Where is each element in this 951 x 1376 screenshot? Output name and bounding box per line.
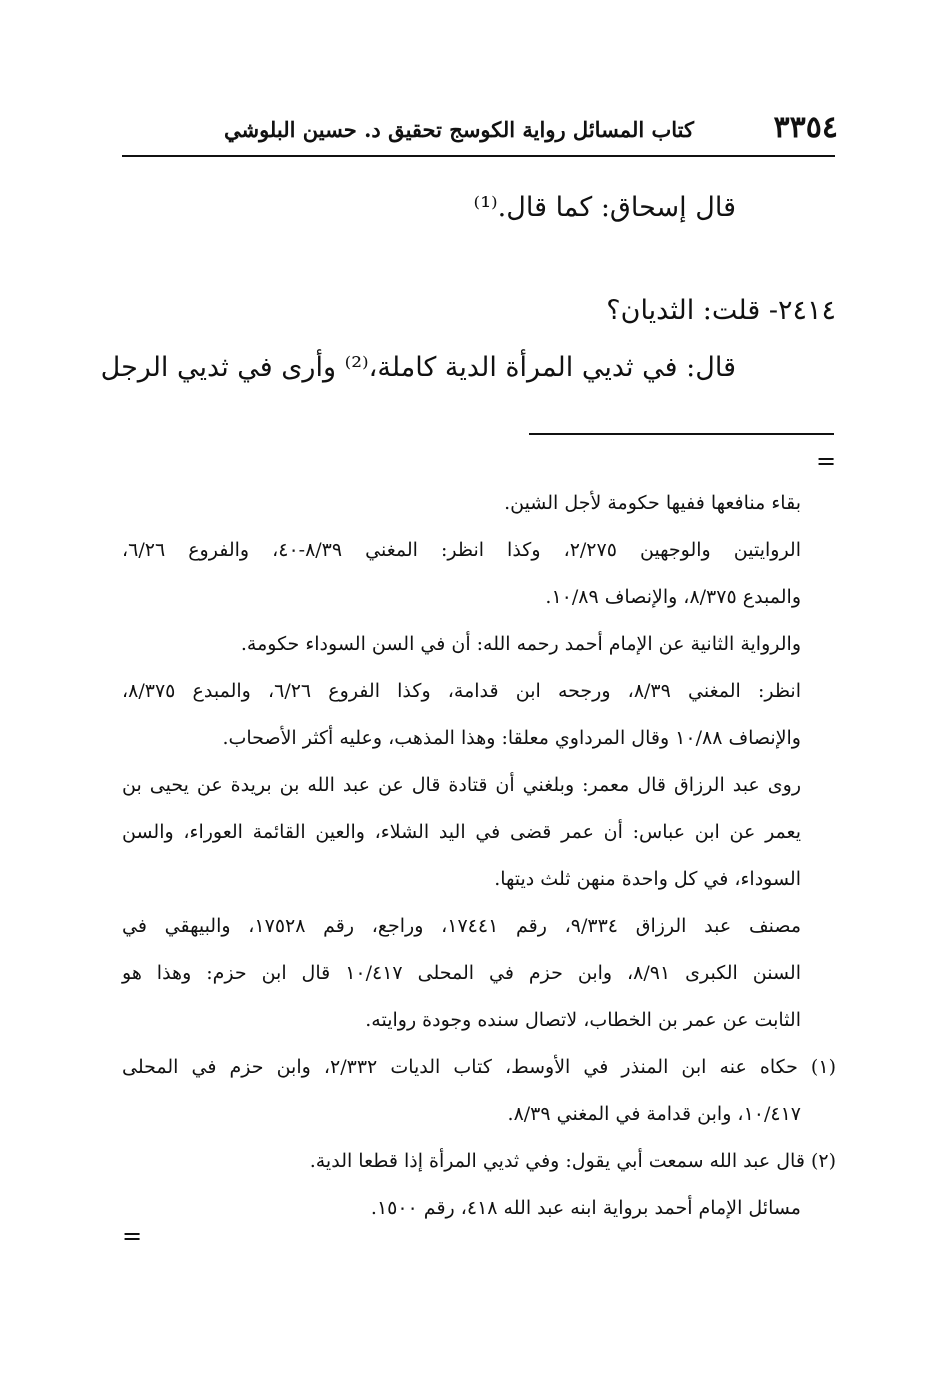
header-rule xyxy=(122,155,835,157)
page-number: ٣٣٥٤ xyxy=(773,110,838,145)
footnote-line: والرواية الثانية عن الإمام أحمد رحمه الله: أن في السن السوداء حكومة. xyxy=(240,633,801,655)
footnote-line: السنن الكبرى ٨/٩١، وابن حزم في المحلى ١٠/٤١٧ قال ابن حزم: وهذا هو xyxy=(122,962,801,984)
footnote-line: انظر: المغني ٨/٣٩، ورجحه ابن قدامة، وكذا الفروع ٦/٢٦، والمبدع ٨/٣٧٥، xyxy=(122,680,801,702)
footnote-1: (١) حكاه عنه ابن المنذر في الأوسط، كتاب الديات ٢/٣٣٢، وابن حزم في المحلى xyxy=(122,1056,836,1078)
footnote-line: والمبدع ٨/٣٧٥، والإنصاف ١٠/٨٩. xyxy=(545,586,801,608)
footnote-line: روى عبد الرزاق قال معمر: وبلغني أن قتادة قال عن عبد الله بن بريدة عن يحيى بن xyxy=(122,774,801,796)
footnote-line: مصنف عبد الرزاق ٩/٣٣٤، رقم ١٧٤٤١، وراجع، رقم ١٧٥٢٨، والبيهقي في xyxy=(122,915,801,937)
footnote-line: يعمر عن ابن عباس: أن عمر قضى في اليد الشلاء، والعين القائمة العوراء، والسن xyxy=(122,821,801,843)
running-header-title: كتاب المسائل رواية الكوسج تحقيق د. حسين البلوشي xyxy=(223,117,694,142)
footnote-line: مسائل الإمام أحمد برواية ابنه عبد الله ٤١٨، رقم ١٥٠٠. xyxy=(370,1197,801,1219)
footnote-line: السوداء، في كل واحدة منهن ثلث ديتها. xyxy=(494,868,801,890)
footnote-line: بقاء منافعها ففيها حكومة لأجل الشين. xyxy=(504,492,801,514)
main-text-line-3: قال: في ثديي المرأة الدية كاملة،⁽²⁾ وأرى في ثديي الرجل xyxy=(100,352,736,383)
footnote-line: الثابت عن عمر بن الخطاب، لاتصال سنده وجودة روايته. xyxy=(365,1009,801,1031)
footnote-line: ١٠/٤١٧، وابن قدامة في المغني ٨/٣٩. xyxy=(507,1103,801,1125)
main-text-line-1: قال إسحاق: كما قال.⁽¹⁾ xyxy=(473,192,736,223)
main-text-question: ٢٤١٤- قلت: الثديان؟ xyxy=(606,295,836,326)
footnote-line: والإنصاف ١٠/٨٨ وقال المرداوي معلقا: وهذا المذهب، وعليه أكثر الأصحاب. xyxy=(222,727,801,749)
footnote-separator xyxy=(529,433,834,435)
footnote-2: (٢) قال عبد الله سمعت أبي يقول: وفي ثديي المرأة إذا قطعا الدية. xyxy=(309,1150,836,1172)
footnote-continuation-marker-top: = xyxy=(816,447,837,475)
footnote-continuation-marker-bottom: = xyxy=(122,1222,143,1250)
footnote-line: الروايتين والوجهين ٢/٢٧٥، وكذا انظر: المغني ٨/٣٩-٤٠، والفروع ٦/٢٦، xyxy=(122,539,801,561)
